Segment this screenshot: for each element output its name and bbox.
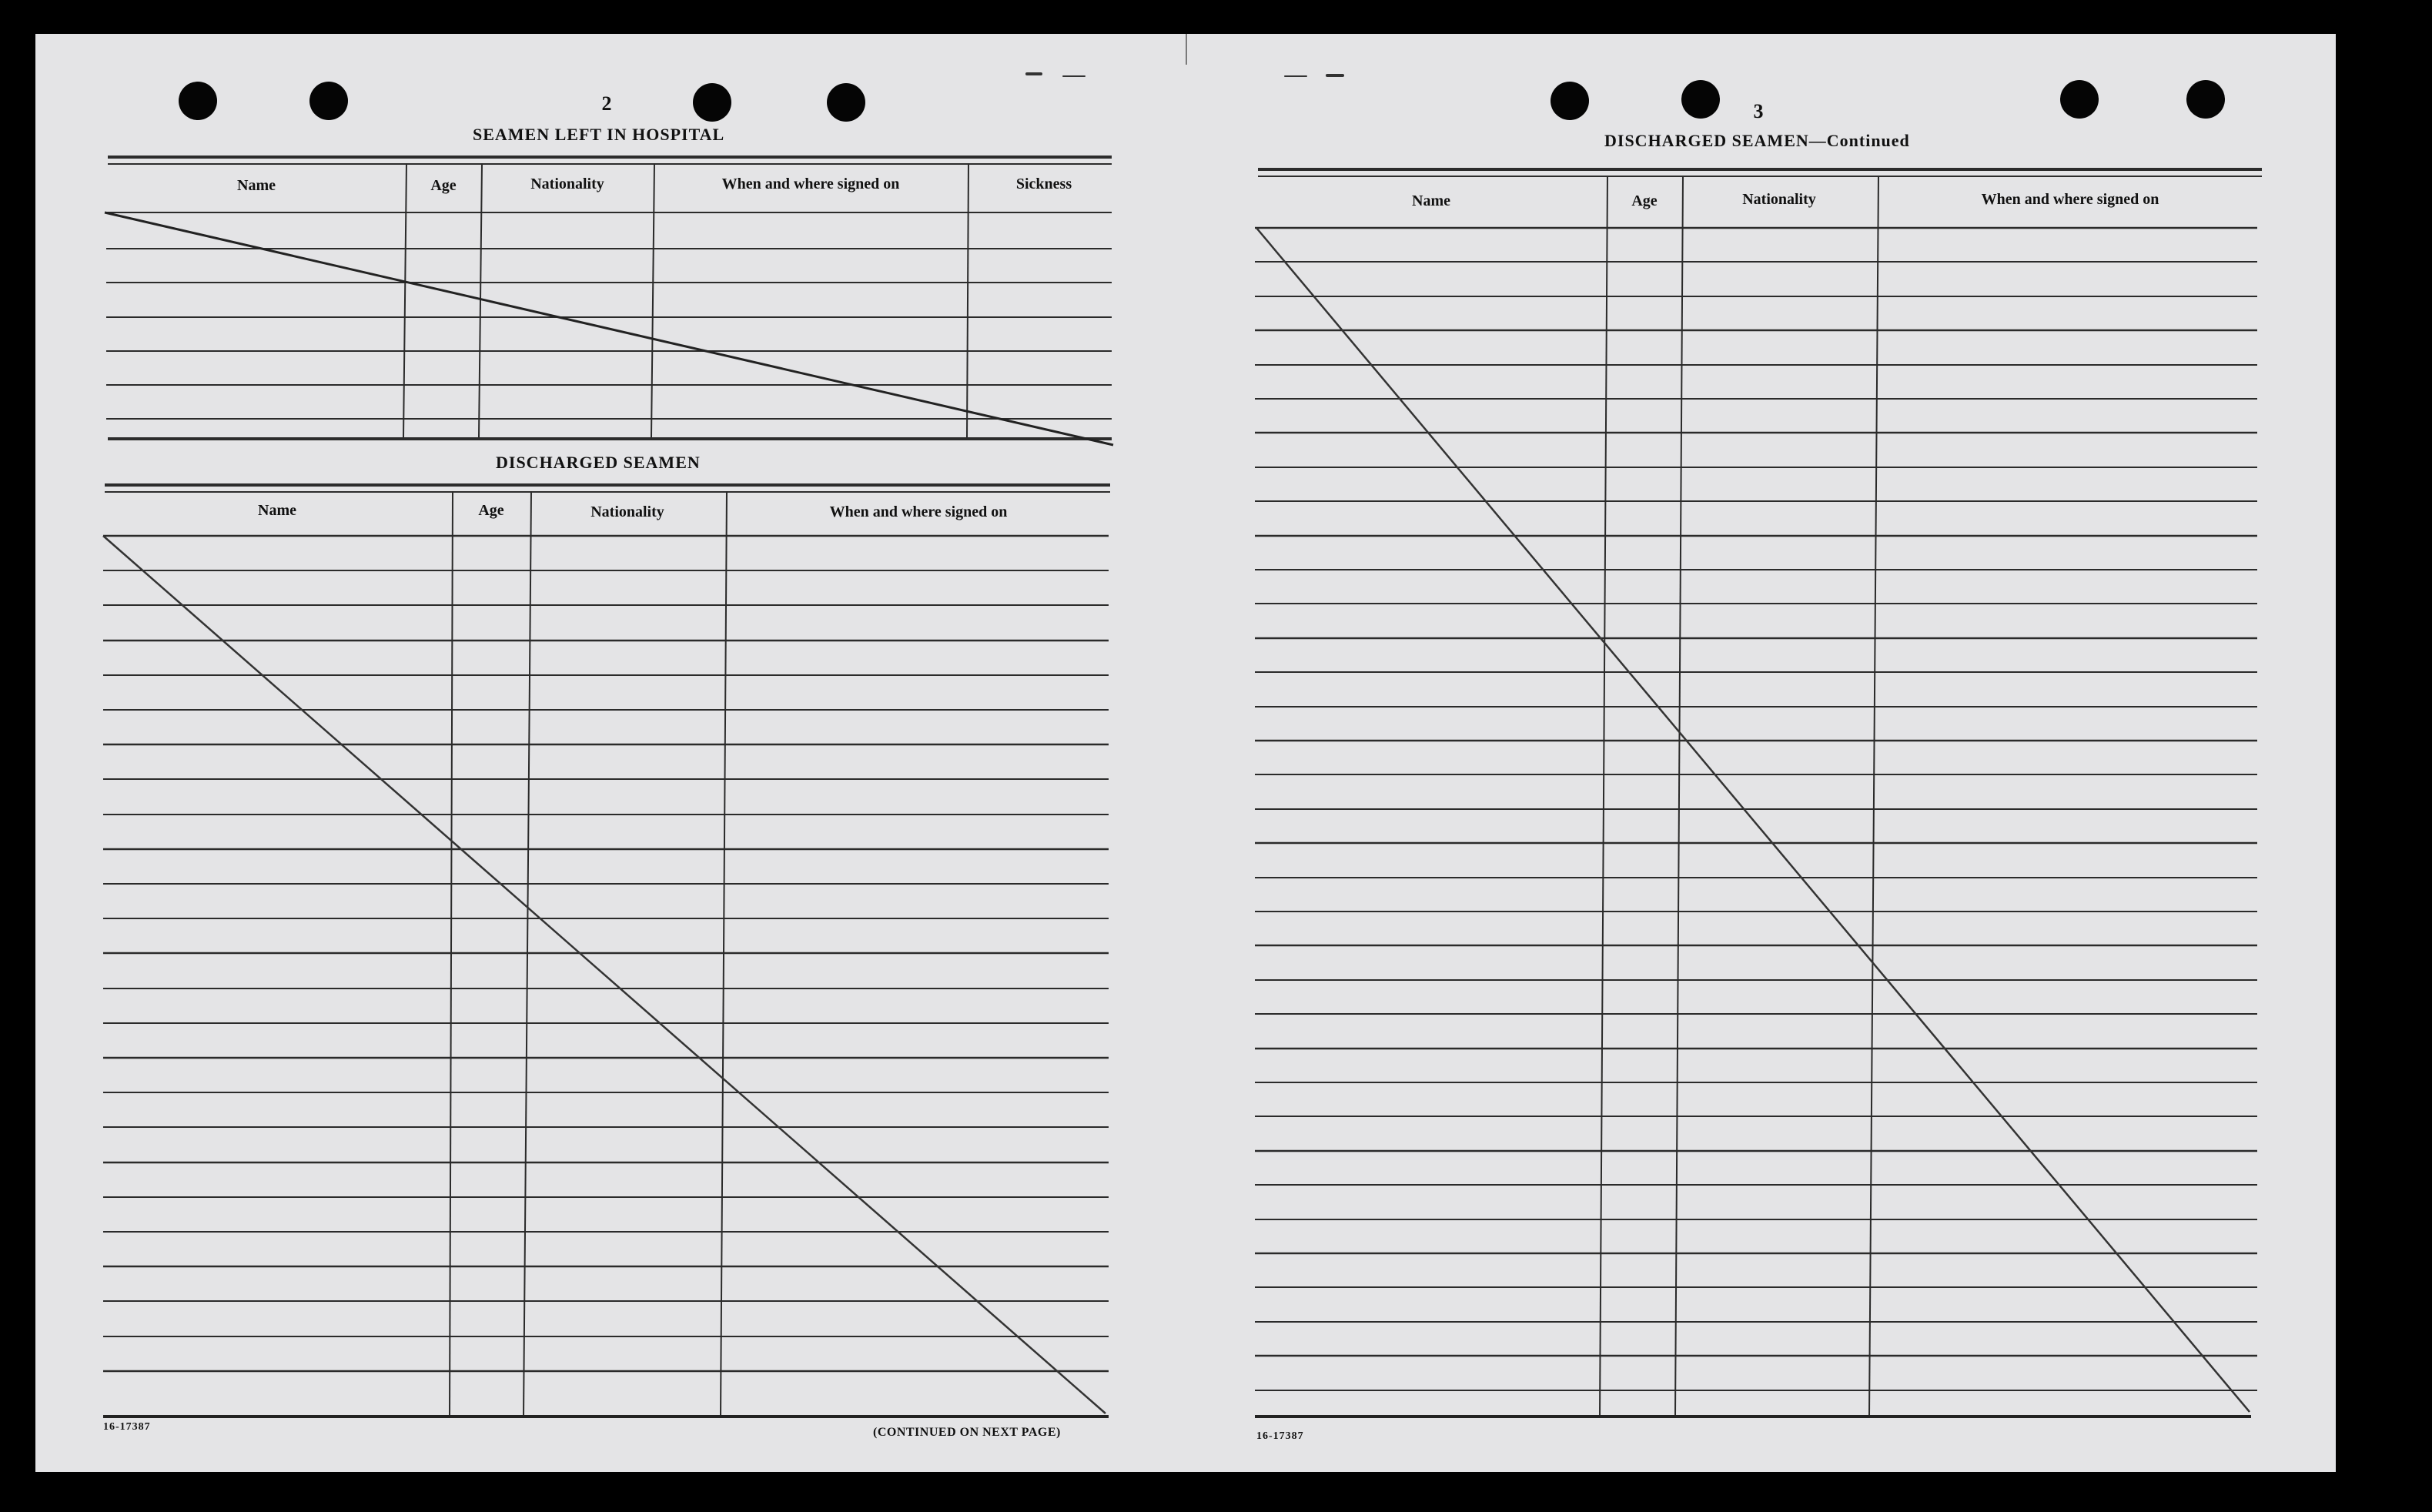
column-header-name: Name — [237, 177, 276, 194]
hospital-table-grid — [106, 163, 1112, 437]
continued-on-next-page: (CONTINUED ON NEXT PAGE) — [873, 1426, 1061, 1439]
column-header-age: Age — [478, 502, 504, 519]
form-code: 16-17387 — [1256, 1430, 1304, 1442]
section-title-discharged-seamen: DISCHARGED SEAMEN — [496, 453, 701, 472]
page-number: 2 — [601, 92, 612, 115]
form-code: 16-17387 — [103, 1421, 151, 1433]
cancel-stroke — [103, 536, 1106, 1413]
discharged-table-grid — [103, 491, 1109, 1417]
column-header-nationality: Nationality — [590, 503, 664, 520]
section-title-discharged-seamen-continued: DISCHARGED SEAMEN—Continued — [1604, 131, 1910, 150]
column-header-name: Name — [1412, 192, 1450, 209]
column-header-when-where-signed: When and where signed on — [829, 503, 1008, 520]
cancel-stroke — [1256, 228, 2250, 1412]
column-header-nationality: Nationality — [530, 176, 604, 192]
cancel-stroke — [105, 212, 1113, 445]
column-header-when-where-signed: When and where signed on — [1981, 191, 2159, 208]
column-header-age: Age — [430, 177, 457, 194]
column-header-nationality: Nationality — [1742, 191, 1816, 208]
page-number: 3 — [1753, 100, 1764, 122]
column-header-age: Age — [1631, 192, 1658, 209]
column-header-name: Name — [258, 502, 296, 519]
column-header-when-where-signed: When and where signed on — [721, 176, 900, 192]
discharged-table-grid-continued — [1255, 176, 2257, 1417]
column-header-sickness: Sickness — [1015, 176, 1072, 192]
section-title-seamen-left-in-hospital: SEAMEN LEFT IN HOSPITAL — [473, 125, 725, 144]
